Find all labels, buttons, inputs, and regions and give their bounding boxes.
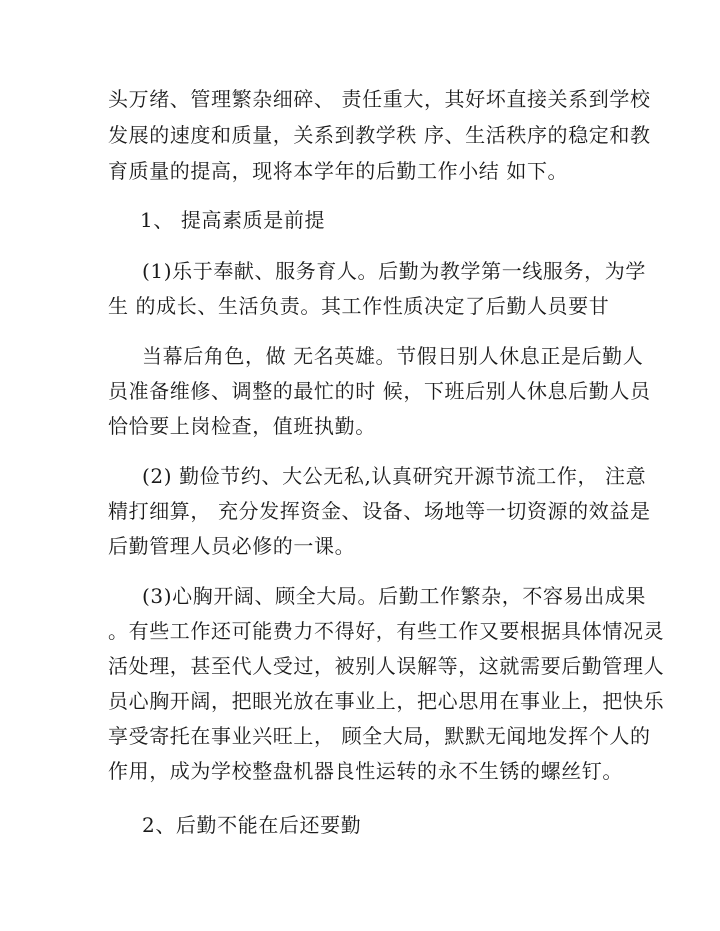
text-line: (2) 勤俭节约、大公无私,认真研究开源节流工作， 注意 — [142, 464, 647, 488]
text-line: 当幕后角色，做 无名英雄。节假日别人休息正是后勤人 — [142, 344, 644, 368]
text-line: 恰恰要上岗检查，值班执勤。 — [108, 414, 376, 438]
text-line: 发展的速度和质量，关系到教学秩 序、生活秩序的稳定和教 — [108, 123, 651, 147]
text-line: 员心胸开阔，把眼光放在事业上，把心思用在事业上，把快乐 — [108, 689, 665, 713]
text-line: (3)心胸开阔、顾全大局。后勤工作繁杂，不容易出成果 — [142, 584, 646, 608]
text-line: 享受寄托在事业兴旺上， 顾全大局，默默无闻地发挥个人的 — [108, 724, 651, 748]
text-line: 活处理，甚至代人受过，被别人误解等，这就需要后勤管理人 — [108, 654, 665, 678]
section-heading: 1、 提高素质是前提 — [140, 208, 326, 232]
text-line: 。有些工作还可能费力不得好，有些工作又要根据具体情况灵 — [108, 619, 665, 643]
text-line: 作用，成为学校整盘机器良性运转的永不生锈的螺丝钉。 — [108, 759, 623, 783]
text-line: (1)乐于奉献、服务育人。后勤为教学第一线服务，为学 — [142, 259, 646, 283]
text-line: 精打细算， 充分发挥资金、设备、场地等一切资源的效益是 — [108, 499, 651, 523]
section-heading: 2、后勤不能在后还要勤 — [142, 813, 362, 837]
text-line: 后勤管理人员必修的一课。 — [108, 534, 356, 558]
text-line: 生 的成长、生活负责。其工作性质决定了后勤人员要甘 — [108, 294, 610, 318]
text-line: 育质量的提高，现将本学年的后勤工作小结 如下。 — [108, 159, 569, 183]
text-line: 头万绪、管理繁杂细碎、 责任重大，其好坏直接关系到学校 — [108, 87, 651, 111]
text-line: 员准备维修、调整的最忙的时 候，下班后别人休息后勤人员 — [108, 379, 651, 403]
